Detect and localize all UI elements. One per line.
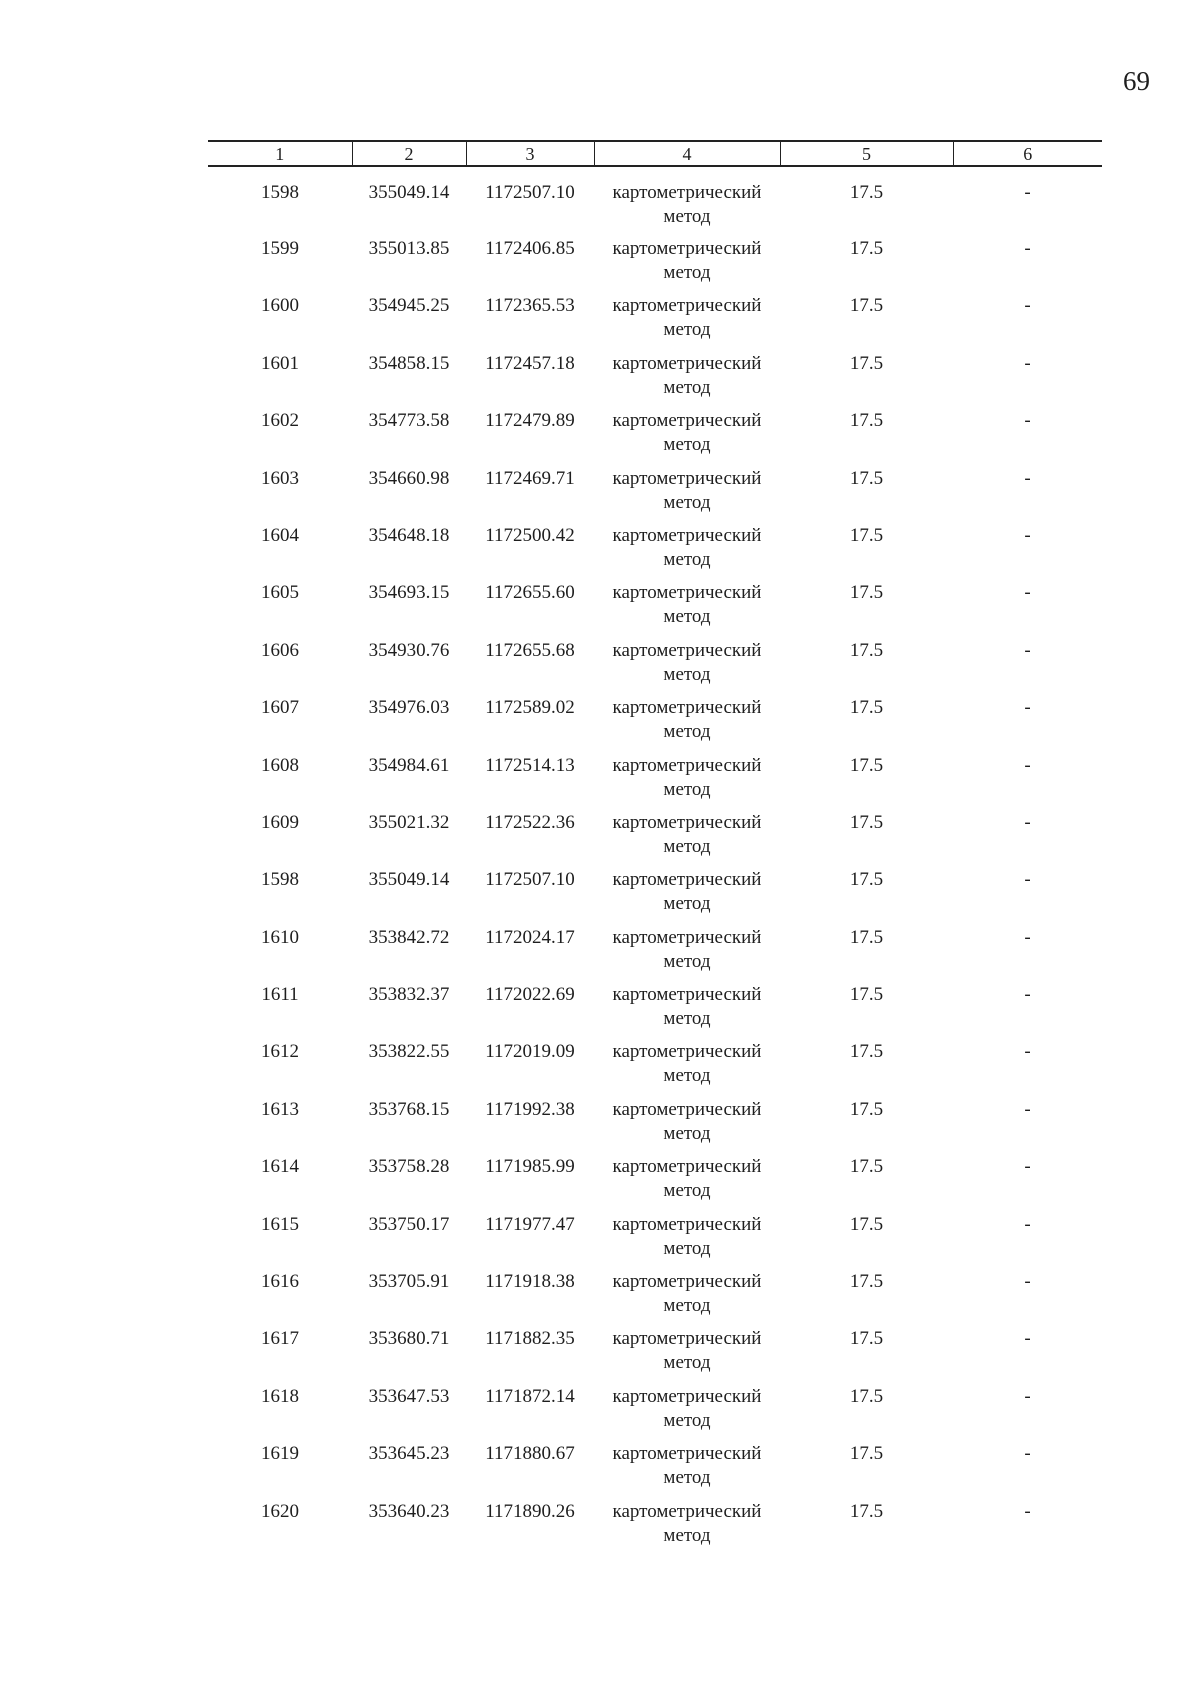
x-coordinate-cell: 354945.25 xyxy=(368,295,450,317)
y-coordinate-cell: 1172365.53 xyxy=(485,295,575,317)
accuracy-cell: 17.5 xyxy=(849,238,884,259)
point-number-cell: 1600 xyxy=(261,295,299,317)
y-coordinate-cell: 1172507.10 xyxy=(485,869,575,891)
method-cell: картометрический метод xyxy=(612,238,762,283)
y-coordinate-cell: 1172457.18 xyxy=(485,352,575,374)
accuracy-cell: 17.5 xyxy=(849,352,884,374)
point-number-cell: 1619 xyxy=(261,1443,299,1465)
method-cell: картометрический метод xyxy=(612,869,762,915)
accuracy-cell: 17.5 xyxy=(849,524,884,546)
point-number-cell: 1614 xyxy=(261,1156,299,1178)
table-row xyxy=(208,696,1102,753)
table-row xyxy=(208,1155,1102,1212)
table-row xyxy=(208,868,1102,925)
table-row xyxy=(208,524,1102,581)
table-row xyxy=(208,166,1102,237)
x-coordinate-cell: 353758.28 xyxy=(368,1156,450,1178)
note-cell: - xyxy=(1024,811,1031,833)
x-coordinate-cell: 353842.72 xyxy=(368,926,450,948)
accuracy-cell: 17.5 xyxy=(849,1271,884,1293)
accuracy-cell: 17.5 xyxy=(849,984,884,1006)
y-coordinate-cell: 1172589.02 xyxy=(485,697,575,719)
x-coordinate-cell: 354930.76 xyxy=(368,639,450,661)
note-cell: - xyxy=(1024,1156,1031,1178)
method-cell: картометрический метод xyxy=(612,182,762,227)
x-coordinate-cell: 355049.14 xyxy=(368,869,450,891)
page-number: 69 xyxy=(1123,66,1150,96)
table-row xyxy=(208,754,1102,811)
method-cell: картометрический метод xyxy=(612,410,762,456)
y-coordinate-cell: 1171882.35 xyxy=(485,1328,575,1350)
table-row xyxy=(208,811,1102,868)
table-row xyxy=(208,1442,1102,1499)
accuracy-cell: 17.5 xyxy=(849,1156,884,1178)
table-row xyxy=(208,1385,1102,1442)
note-cell: - xyxy=(1024,295,1031,317)
note-cell: - xyxy=(1024,1271,1031,1293)
column-header: 6 xyxy=(953,141,1102,166)
column-header: 2 xyxy=(352,141,466,166)
point-number-cell: 1606 xyxy=(261,639,299,661)
y-coordinate-cell: 1172406.85 xyxy=(485,238,575,259)
y-coordinate-cell: 1171992.38 xyxy=(485,1098,575,1120)
accuracy-cell: 17.5 xyxy=(849,1213,884,1235)
method-cell: картометрический метод xyxy=(612,352,762,398)
table-row xyxy=(208,237,1102,294)
note-cell: - xyxy=(1024,754,1031,776)
x-coordinate-cell: 353832.37 xyxy=(368,984,450,1006)
table-header-row xyxy=(208,141,1102,166)
method-cell: картометрический метод xyxy=(612,754,762,800)
table-row xyxy=(208,409,1102,466)
x-coordinate-cell: 354693.15 xyxy=(368,582,450,604)
y-coordinate-cell: 1171977.47 xyxy=(485,1213,575,1235)
table-row xyxy=(208,1040,1102,1097)
accuracy-cell: 17.5 xyxy=(849,182,884,203)
note-cell: - xyxy=(1024,869,1031,891)
table-body xyxy=(208,166,1102,1557)
point-number-cell: 1598 xyxy=(261,869,299,891)
y-coordinate-cell: 1171872.14 xyxy=(485,1385,575,1407)
method-cell: картометрический метод xyxy=(612,1443,762,1489)
note-cell: - xyxy=(1024,1098,1031,1120)
accuracy-cell: 17.5 xyxy=(849,1385,884,1407)
table-row xyxy=(208,983,1102,1040)
point-number-cell: 1615 xyxy=(261,1213,299,1235)
y-coordinate-cell: 1172019.09 xyxy=(485,1041,575,1063)
note-cell: - xyxy=(1024,1041,1031,1063)
method-cell: картометрический метод xyxy=(612,1213,762,1259)
accuracy-cell: 17.5 xyxy=(849,869,884,891)
table-row xyxy=(208,1500,1102,1557)
note-cell: - xyxy=(1024,1443,1031,1465)
point-number-cell: 1602 xyxy=(261,410,299,432)
accuracy-cell: 17.5 xyxy=(849,1098,884,1120)
table-row xyxy=(208,1213,1102,1270)
note-cell: - xyxy=(1024,410,1031,432)
point-number-cell: 1617 xyxy=(261,1328,299,1350)
table-row xyxy=(208,1270,1102,1327)
accuracy-cell: 17.5 xyxy=(849,926,884,948)
point-number-cell: 1608 xyxy=(261,754,299,776)
note-cell: - xyxy=(1024,352,1031,374)
x-coordinate-cell: 353640.23 xyxy=(368,1500,450,1522)
x-coordinate-cell: 353822.55 xyxy=(368,1041,450,1063)
x-coordinate-cell: 353680.71 xyxy=(368,1328,450,1350)
method-cell: картометрический метод xyxy=(612,984,762,1030)
column-header: 1 xyxy=(208,141,352,166)
point-number-cell: 1609 xyxy=(261,811,299,833)
y-coordinate-cell: 1172514.13 xyxy=(485,754,575,776)
method-cell: картометрический метод xyxy=(612,467,762,513)
method-cell: картометрический метод xyxy=(612,1041,762,1087)
y-coordinate-cell: 1171890.26 xyxy=(485,1500,575,1522)
method-cell: картометрический метод xyxy=(612,1271,762,1317)
accuracy-cell: 17.5 xyxy=(849,1443,884,1465)
method-cell: картометрический метод xyxy=(612,295,762,341)
x-coordinate-cell: 354976.03 xyxy=(368,697,450,719)
x-coordinate-cell: 354648.18 xyxy=(368,524,450,546)
note-cell: - xyxy=(1024,697,1031,719)
note-cell: - xyxy=(1024,182,1031,203)
x-coordinate-cell: 355013.85 xyxy=(368,238,450,259)
point-number-cell: 1618 xyxy=(261,1385,299,1407)
method-cell: картометрический метод xyxy=(612,639,762,685)
point-number-cell: 1611 xyxy=(261,984,299,1006)
accuracy-cell: 17.5 xyxy=(849,754,884,776)
accuracy-cell: 17.5 xyxy=(849,811,884,833)
note-cell: - xyxy=(1024,582,1031,604)
y-coordinate-cell: 1172469.71 xyxy=(485,467,575,489)
table-row xyxy=(208,926,1102,983)
accuracy-cell: 17.5 xyxy=(849,1328,884,1350)
point-number-cell: 1620 xyxy=(261,1500,299,1522)
note-cell: - xyxy=(1024,984,1031,1006)
method-cell: картометрический метод xyxy=(612,1156,762,1202)
point-number-cell: 1603 xyxy=(261,467,299,489)
point-number-cell: 1613 xyxy=(261,1098,299,1120)
table-row xyxy=(208,639,1102,696)
accuracy-cell: 17.5 xyxy=(849,582,884,604)
table-row xyxy=(208,1098,1102,1155)
method-cell: картометрический метод xyxy=(612,1500,762,1546)
accuracy-cell: 17.5 xyxy=(849,410,884,432)
note-cell: - xyxy=(1024,524,1031,546)
x-coordinate-cell: 355049.14 xyxy=(368,182,450,203)
note-cell: - xyxy=(1024,1500,1031,1522)
note-cell: - xyxy=(1024,926,1031,948)
note-cell: - xyxy=(1024,1385,1031,1407)
x-coordinate-cell: 354773.58 xyxy=(368,410,450,432)
note-cell: - xyxy=(1024,1328,1031,1350)
point-number-cell: 1610 xyxy=(261,926,299,948)
table-row xyxy=(208,352,1102,409)
table-row xyxy=(208,1327,1102,1384)
point-number-cell: 1599 xyxy=(261,238,299,259)
x-coordinate-cell: 353750.17 xyxy=(368,1213,450,1235)
note-cell: - xyxy=(1024,1213,1031,1235)
x-coordinate-cell: 354858.15 xyxy=(368,352,450,374)
accuracy-cell: 17.5 xyxy=(849,295,884,317)
x-coordinate-cell: 353645.23 xyxy=(368,1443,450,1465)
point-number-cell: 1612 xyxy=(261,1041,299,1063)
y-coordinate-cell: 1172522.36 xyxy=(485,811,575,833)
y-coordinate-cell: 1172024.17 xyxy=(485,926,575,948)
note-cell: - xyxy=(1024,238,1031,259)
method-cell: картометрический метод xyxy=(612,811,762,857)
table-row xyxy=(208,467,1102,524)
table-row xyxy=(208,581,1102,638)
y-coordinate-cell: 1172479.89 xyxy=(485,410,575,432)
method-cell: картометрический метод xyxy=(612,524,762,570)
y-coordinate-cell: 1172507.10 xyxy=(485,182,575,203)
column-header: 4 xyxy=(594,141,780,166)
point-number-cell: 1605 xyxy=(261,582,299,604)
accuracy-cell: 17.5 xyxy=(849,467,884,489)
point-number-cell: 1604 xyxy=(261,524,299,546)
accuracy-cell: 17.5 xyxy=(849,1041,884,1063)
x-coordinate-cell: 353647.53 xyxy=(368,1385,450,1407)
accuracy-cell: 17.5 xyxy=(849,639,884,661)
x-coordinate-cell: 353705.91 xyxy=(368,1271,450,1293)
x-coordinate-cell: 355021.32 xyxy=(368,811,450,833)
method-cell: картометрический метод xyxy=(612,1098,762,1144)
point-number-cell: 1607 xyxy=(261,697,299,719)
x-coordinate-cell: 354660.98 xyxy=(368,467,450,489)
y-coordinate-cell: 1172500.42 xyxy=(485,524,575,546)
method-cell: картометрический метод xyxy=(612,582,762,628)
note-cell: - xyxy=(1024,467,1031,489)
accuracy-cell: 17.5 xyxy=(849,697,884,719)
point-number-cell: 1601 xyxy=(261,352,299,374)
x-coordinate-cell: 354984.61 xyxy=(368,754,450,776)
point-number-cell: 1616 xyxy=(261,1271,299,1293)
point-number-cell: 1598 xyxy=(261,182,299,203)
column-header: 5 xyxy=(780,141,953,166)
table-row xyxy=(208,294,1102,351)
coordinates-table xyxy=(208,140,1102,1557)
y-coordinate-cell: 1172655.60 xyxy=(485,582,575,604)
column-header: 3 xyxy=(466,141,594,166)
method-cell: картометрический метод xyxy=(612,926,762,972)
note-cell: - xyxy=(1024,639,1031,661)
method-cell: картометрический метод xyxy=(612,1328,762,1374)
y-coordinate-cell: 1171985.99 xyxy=(485,1156,575,1178)
y-coordinate-cell: 1171918.38 xyxy=(485,1271,575,1293)
y-coordinate-cell: 1172655.68 xyxy=(485,639,575,661)
y-coordinate-cell: 1172022.69 xyxy=(485,984,575,1006)
method-cell: картометрический метод xyxy=(612,697,762,743)
y-coordinate-cell: 1171880.67 xyxy=(485,1443,575,1465)
method-cell: картометрический метод xyxy=(612,1385,762,1431)
x-coordinate-cell: 353768.15 xyxy=(368,1098,450,1120)
accuracy-cell: 17.5 xyxy=(849,1500,884,1522)
